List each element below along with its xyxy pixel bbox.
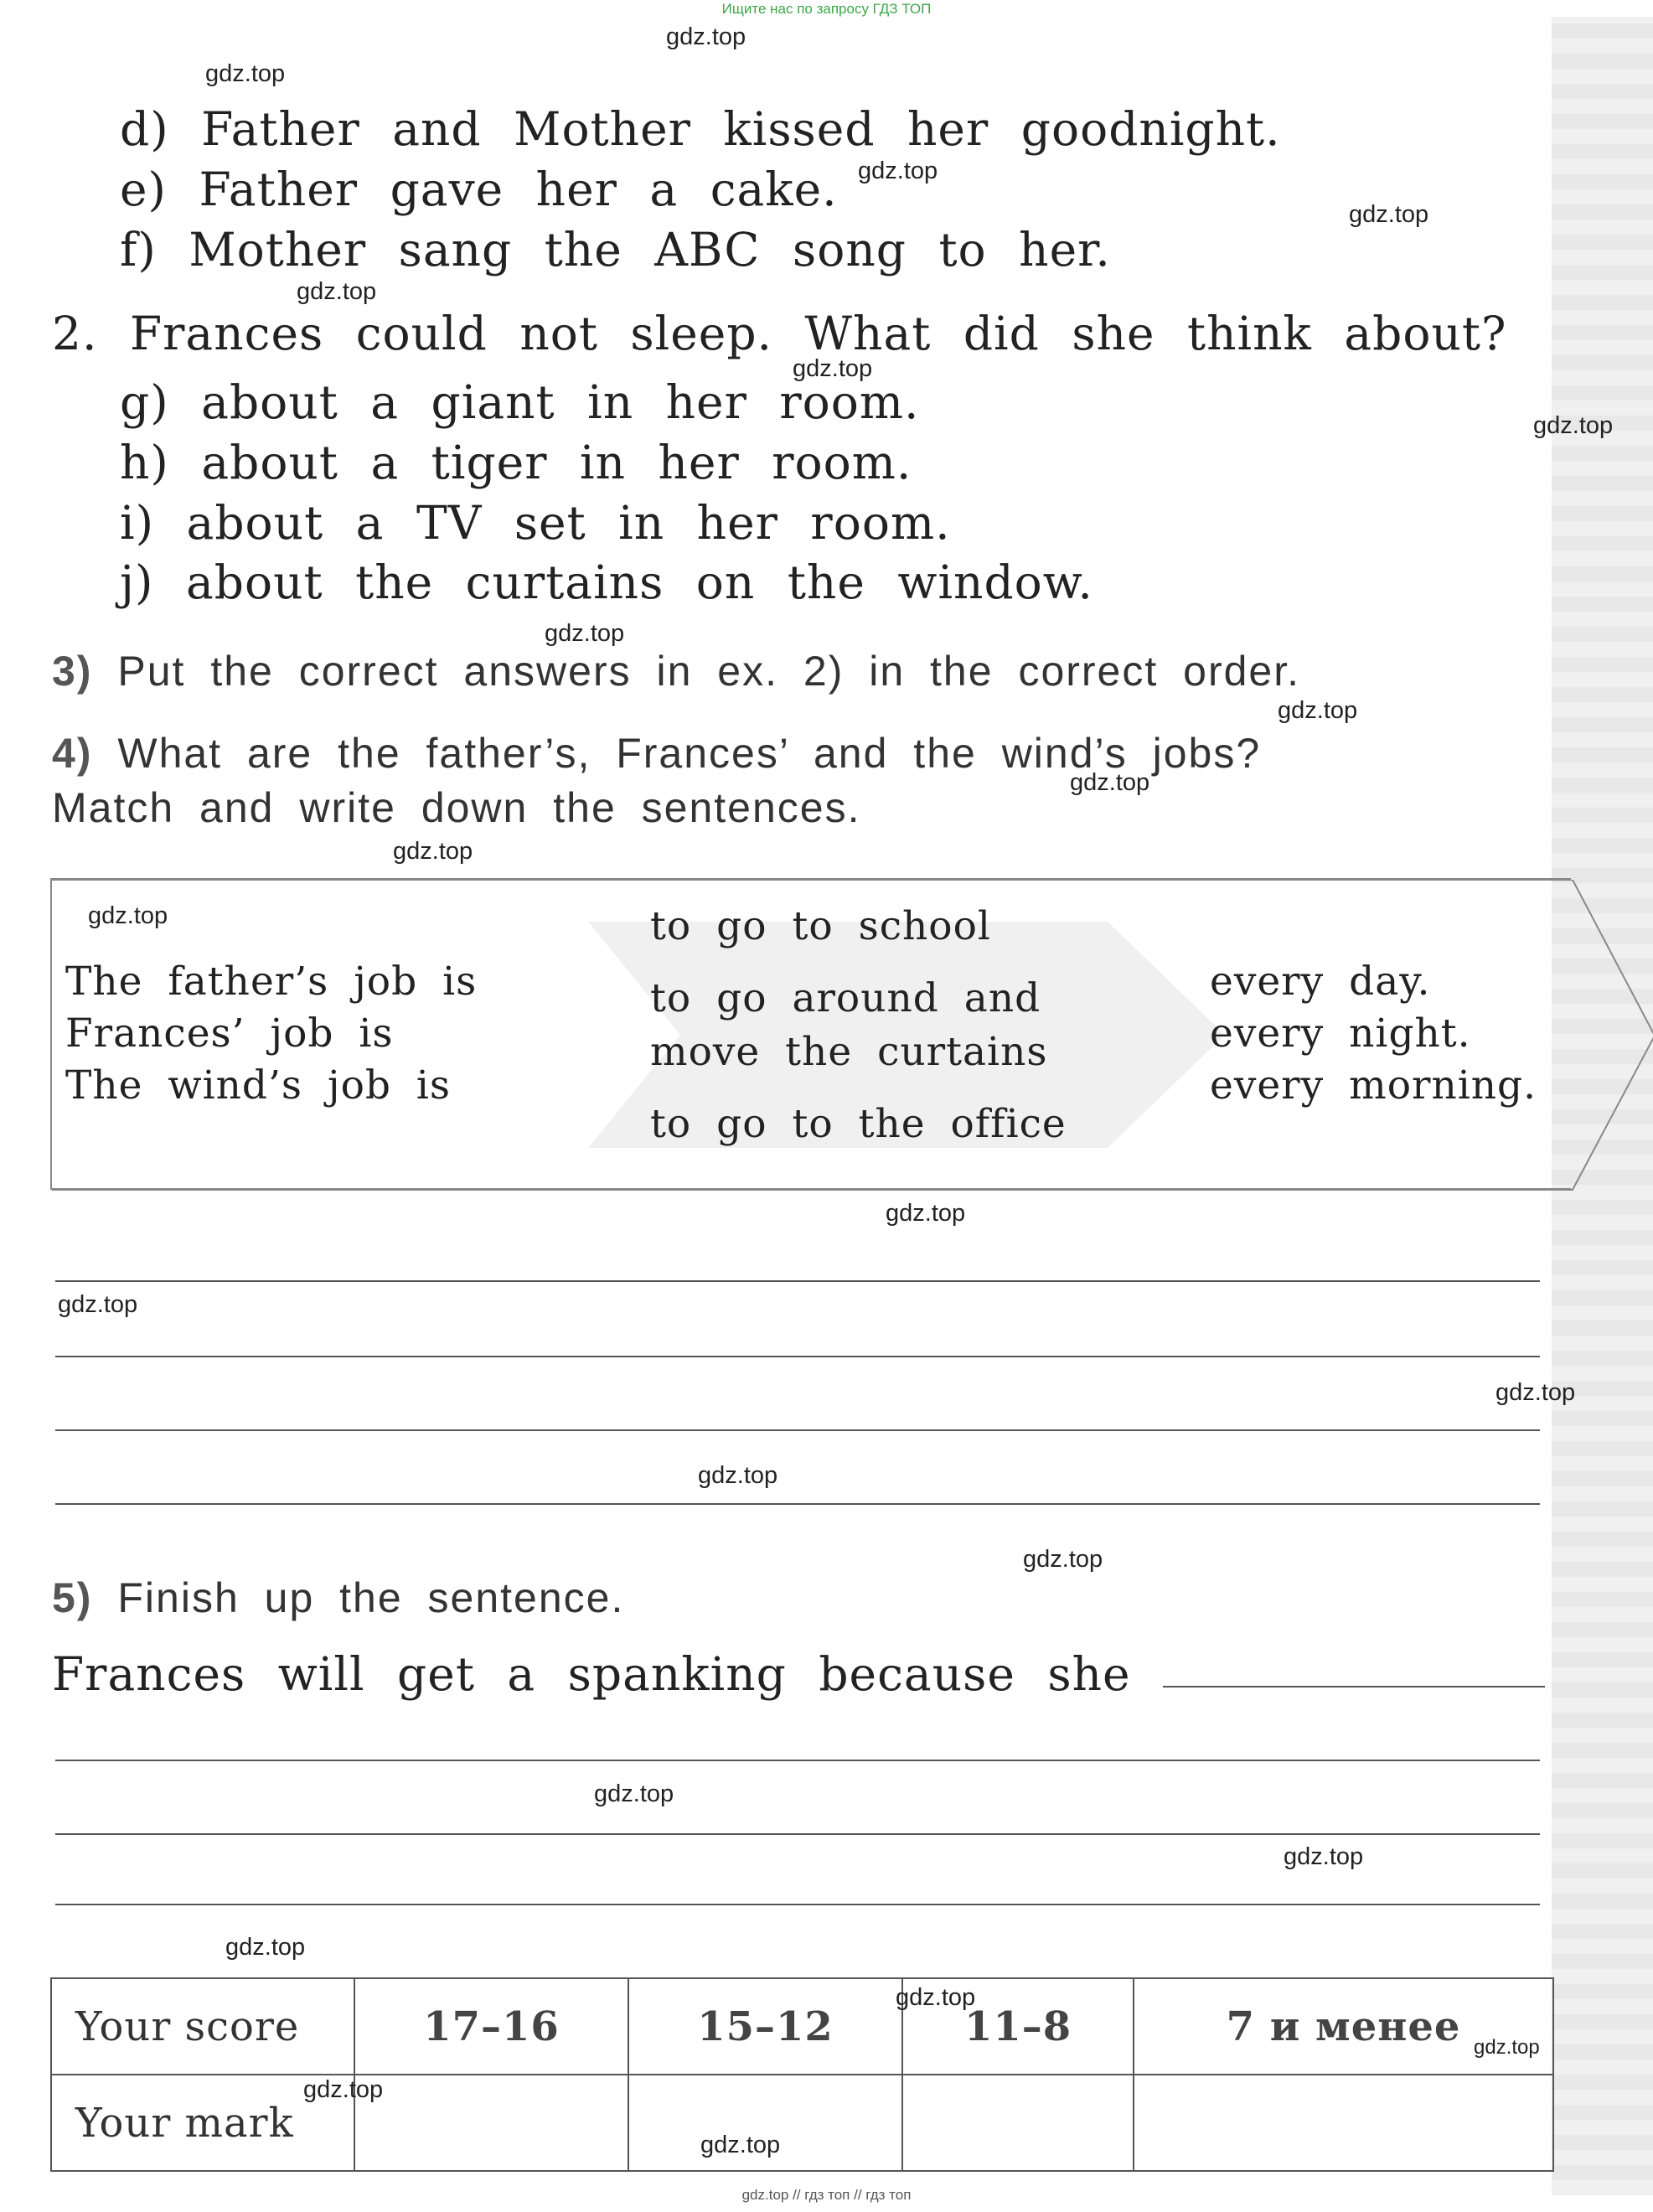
watermark: gdz.top [886,1200,966,1227]
watermark: gdz.top [1533,412,1614,439]
score-range: 17–16 [354,1978,628,2075]
option-text: about the curtains on the window. [186,556,1093,609]
watermark: gdz.top [303,2076,384,2103]
watermark: gdz.top [793,355,873,382]
option-text: about a TV set in her room. [186,496,951,550]
watermark: gdz.top [1070,769,1150,796]
option-letter: j) [120,556,154,609]
action-office: to go to the office [650,1101,1067,1147]
watermark: gdz.top [297,278,377,305]
task-number: 3) [52,648,93,695]
task-number: 4) [52,730,93,777]
time-night: every night. [1210,1010,1471,1057]
option-letter: d) [120,102,169,156]
watermark: gdz.top [698,1462,778,1489]
answer-line[interactable] [55,1356,1540,1357]
watermark: gdz.top [1278,697,1358,724]
option-text: about a tiger in her room. [201,436,912,489]
mark-cell[interactable] [354,2075,628,2171]
mark-cell[interactable] [1134,2075,1553,2171]
action-move-curtains: move the curtains [650,1029,1048,1075]
answer-line[interactable] [55,1904,1540,1905]
answer-line[interactable] [55,1429,1540,1431]
watermark: gdz.top [545,620,625,647]
option-letter: g) [120,375,169,429]
watermark: gdz.top [88,902,168,929]
score-range: 7 и менее [1134,1978,1553,2075]
watermark: gdz.top [1495,1379,1576,1406]
time-day: every day. [1210,959,1431,1005]
watermark: gdz.top [205,60,286,87]
answer-line[interactable] [55,1833,1540,1835]
score-row [51,1978,1553,2075]
subject-wind: The wind’s job is [65,1062,452,1109]
question-text: Frances could not sleep. What did she think about? [129,307,1507,360]
watermark: gdz.top [225,1934,306,1961]
action-school: to go to school [650,903,991,949]
time-morning: every morning. [1210,1062,1537,1109]
score-range: 15–12 [628,1978,902,2075]
answer-line[interactable] [55,1760,1540,1761]
task-text: Put the correct answers in ex. 2) in the correct order. [117,648,1300,695]
watermark: gdz.top [393,838,473,865]
subject-frances: Frances’ job is [65,1010,394,1057]
task-text: Finish up the sentence. [117,1574,625,1621]
top-banner: Ищите нас по запросу ГДЗ ТОП [721,1,932,17]
watermark: gdz.top [858,158,938,184]
task-4-line-2: Match and write down the sentences. [52,784,861,831]
mark-label: Your mark [51,2075,354,2171]
task-5 [52,1574,624,1622]
option-i [120,496,951,550]
task-3 [52,647,1300,695]
answer-line[interactable] [55,1503,1540,1505]
option-text: about a giant in her room. [201,375,920,429]
watermark: gdz.top [1349,201,1429,228]
option-text: Father and Mother kissed her goodnight. [201,102,1281,156]
watermark: gdz.top [700,2132,781,2158]
question-number: 2. [52,307,98,360]
option-j [120,556,1093,609]
watermark: gdz.top [666,23,746,50]
mark-cell[interactable] [902,2075,1134,2171]
bottom-footer: gdz.top // гдз топ // гдз топ [741,2187,912,2203]
score-range: 11–8 [902,1978,1134,2075]
option-g [120,375,920,429]
action-go-around: to go around and [650,975,1041,1021]
score-label: Your score [51,1978,354,2075]
option-letter: h) [120,436,169,489]
sentence-answer-line[interactable] [1163,1686,1545,1687]
question-2 [52,307,1507,360]
option-h [120,436,912,489]
option-f [120,223,1111,276]
option-text: Mother sang the ABC song to her. [189,223,1111,276]
option-letter: e) [120,163,168,216]
score-table [50,1977,1554,2172]
task-text: What are the father’s, Frances’ and the wind’s jobs? [117,730,1262,777]
watermark: gdz.top [58,1291,138,1318]
option-text: Father gave her a cake. [199,163,838,216]
answer-line[interactable] [55,1280,1540,1282]
watermark: gdz.top [594,1780,674,1807]
option-letter: i) [120,496,155,550]
mark-row [51,2075,1553,2171]
option-d [120,102,1281,156]
option-e [120,163,838,216]
watermark: gdz.top [1023,1546,1103,1573]
watermark: gdz.top [896,1984,976,2011]
watermark: gdz.top [1284,1843,1364,1870]
subject-father: The father’s job is [65,959,478,1005]
task-number: 5) [52,1574,93,1621]
sentence-prompt: Frances will get a spanking because she [52,1647,1131,1701]
match-box [50,878,1571,1190]
watermark: gdz.top [1474,2036,1540,2059]
option-letter: f) [120,223,157,276]
